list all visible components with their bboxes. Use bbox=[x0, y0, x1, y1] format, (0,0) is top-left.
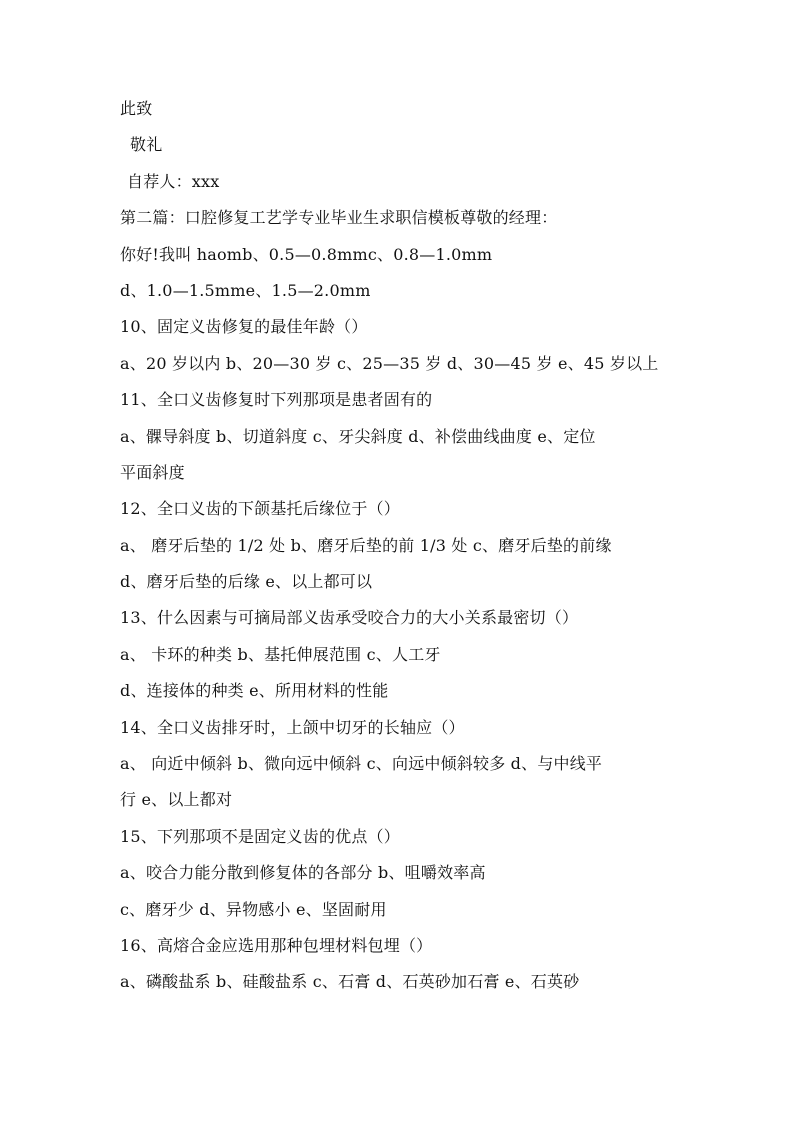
question-10-options: a、20 岁以内 b、20—30 岁 c、25—35 岁 d、30—45 岁 e、45 岁以上 bbox=[120, 353, 659, 373]
closing-line: 此致 bbox=[120, 99, 153, 118]
question-12-options: a、 磨牙后垫的 1/2 处 b、磨牙后垫的前 1/3 处 c、磨牙后垫的前缘 bbox=[120, 535, 612, 555]
question-14-options: a、 向近中倾斜 b、微向远中倾斜 c、向远中倾斜较多 d、与中线平 bbox=[120, 754, 603, 774]
question-13: 13、什么因素与可摘局部义齿承受咬合力的大小关系最密切（） bbox=[120, 608, 579, 628]
question-12-options-cont: d、磨牙后垫的后缘 e、以上都可以 bbox=[120, 572, 373, 592]
signature-line: 自荐人：xxx bbox=[127, 171, 220, 191]
question-12: 12、全口义齿的下颌基托后缘位于（） bbox=[120, 499, 400, 519]
section-heading: 第二篇：口腔修复工艺学专业毕业生求职信模板尊敬的经理： bbox=[120, 208, 558, 228]
question-15-options-cont: c、磨牙少 d、异物感小 e、坚固耐用 bbox=[120, 899, 387, 919]
question-15: 15、下列那项不是固定义齿的优点（） bbox=[120, 826, 400, 846]
text-line: 你好!我叫 haomb、0.5—0.8mmc、0.8—1.0mm bbox=[120, 244, 493, 264]
question-16: 16、高熔合金应选用那种包埋材料包埋（） bbox=[120, 935, 433, 955]
question-14-options-cont: 行 e、以上都对 bbox=[120, 790, 233, 810]
question-14: 14、全口义齿排牙时，上颌中切牙的长轴应（） bbox=[120, 717, 465, 737]
question-11: 11、全口义齿修复时下列那项是患者固有的 bbox=[120, 390, 433, 410]
question-16-options: a、磷酸盐系 b、硅酸盐系 c、石膏 d、石英砂加石膏 e、石英砂 bbox=[120, 972, 580, 992]
document-body bbox=[120, 91, 680, 1001]
question-13-options-cont: d、连接体的种类 e、所用材料的性能 bbox=[120, 681, 389, 701]
question-11-options: a、髁导斜度 b、切道斜度 c、牙尖斜度 d、补偿曲线曲度 e、定位 bbox=[120, 426, 596, 446]
question-11-options-cont: 平面斜度 bbox=[120, 462, 185, 482]
question-13-options: a、 卡环的种类 b、基托伸展范围 c、人工牙 bbox=[120, 644, 441, 664]
question-10: 10、固定义齿修复的最佳年龄（） bbox=[120, 317, 368, 337]
salutation-line: 敬礼 bbox=[130, 135, 163, 155]
text-line: d、1.0—1.5mme、1.5—2.0mm bbox=[120, 280, 371, 300]
question-15-options: a、咬合力能分散到修复体的各部分 b、咀嚼效率高 bbox=[120, 863, 486, 883]
